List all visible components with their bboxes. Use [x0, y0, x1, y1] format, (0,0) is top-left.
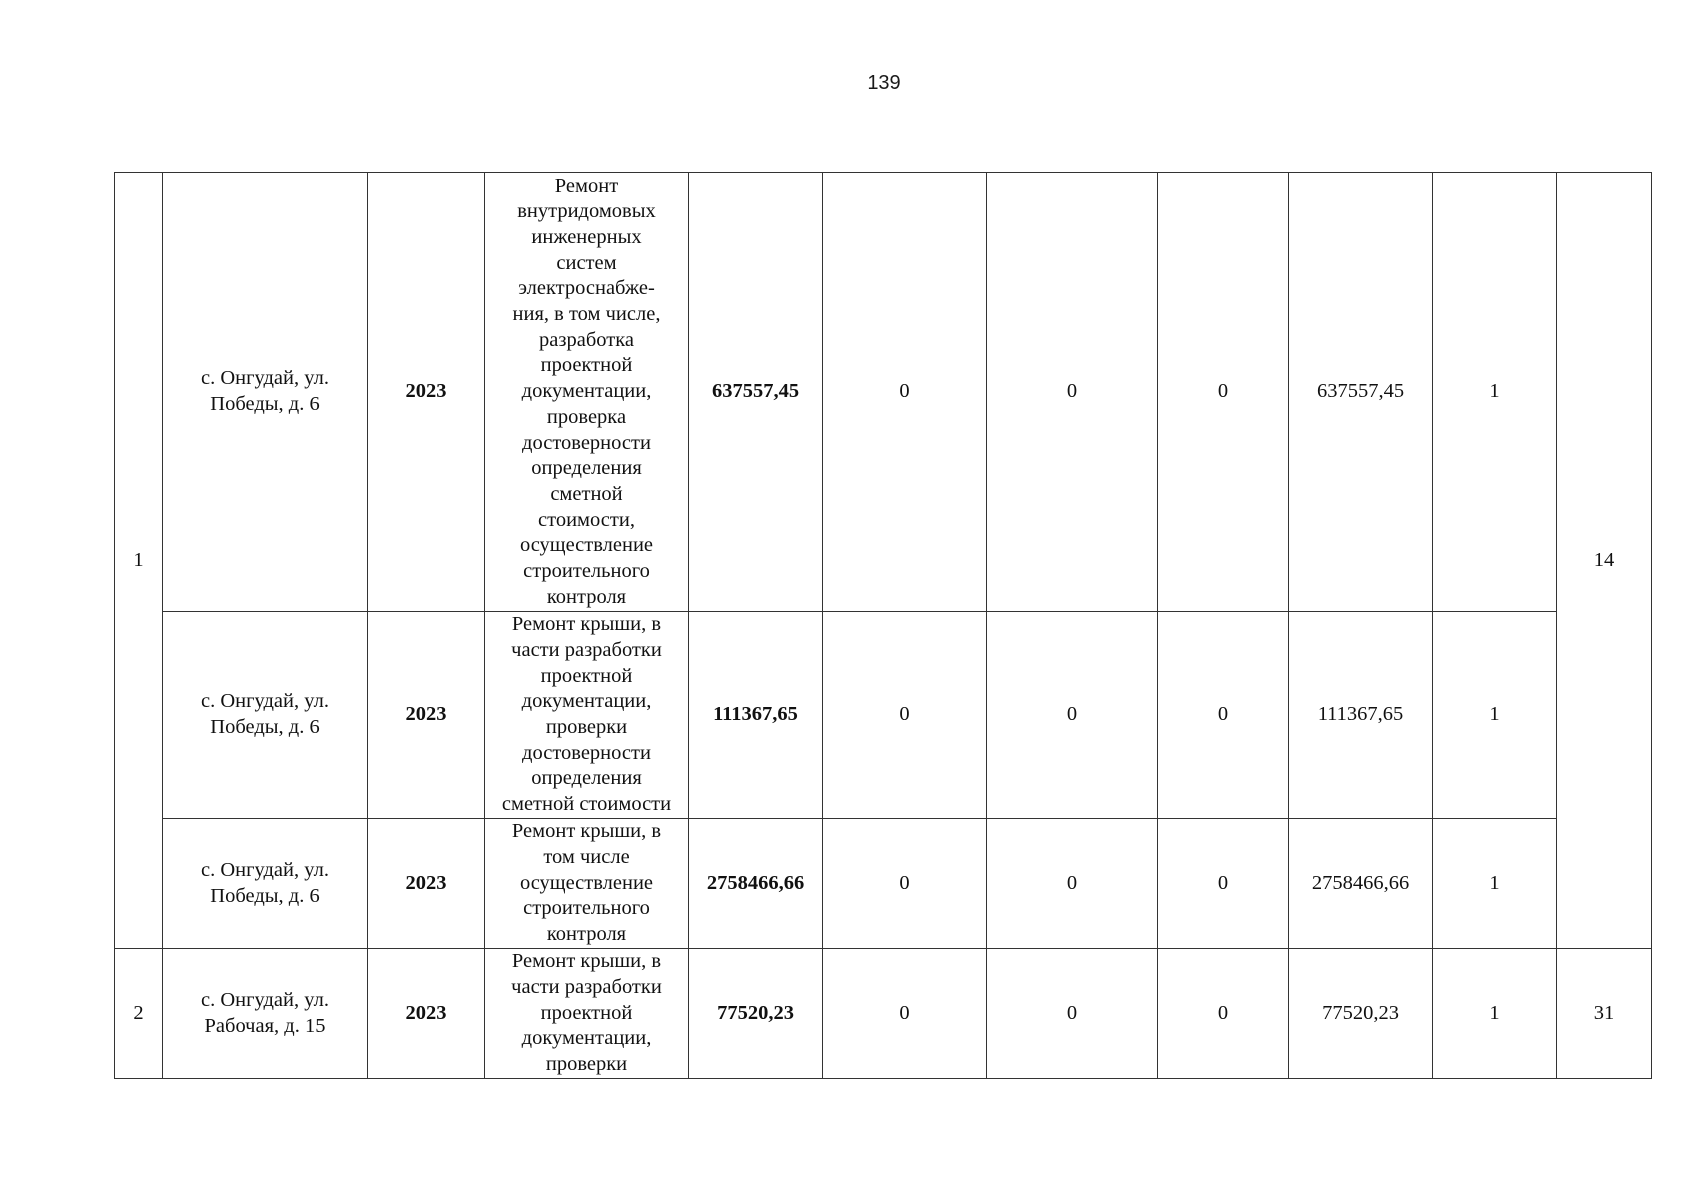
work-description-line: Ремонт: [554, 174, 619, 197]
total-cost-cell: 637557,45: [689, 173, 823, 612]
work-description-line: достоверности: [522, 431, 651, 454]
count-cell: 1: [1433, 949, 1557, 1079]
work-description-line: проверка: [546, 405, 627, 428]
funding-cell: 0: [1158, 612, 1289, 819]
work-description-line: строительного: [523, 560, 650, 583]
work-description-line: Ремонт крыши, в: [511, 613, 662, 636]
work-description-line: определения: [531, 767, 642, 790]
work-description-line: ния, в том числе,: [512, 303, 661, 326]
work-description-line: документации,: [521, 690, 652, 713]
total-cost-cell: 77520,23: [689, 949, 823, 1079]
funding-cell: 111367,65: [1289, 612, 1433, 819]
work-type-cell: [485, 819, 689, 949]
work-description-line: сметной стоимости: [501, 793, 672, 816]
work-description-line: внутридомовых: [517, 200, 656, 223]
work-description-line: контроля: [546, 585, 627, 608]
work-description-line: осуществление: [519, 871, 654, 894]
last-column-cell: 14: [1557, 173, 1652, 949]
work-type-cell: [485, 949, 689, 1079]
work-description-line: проектной: [540, 354, 633, 377]
funding-cell: 0: [987, 612, 1158, 819]
funding-cell: 0: [1158, 949, 1289, 1079]
work-description-line: части разработки: [511, 975, 662, 998]
funding-cell: 637557,45: [1289, 173, 1433, 612]
funding-cell: 2758466,66: [1289, 819, 1433, 949]
work-description-line: систем: [556, 251, 617, 274]
address-cell: с. Онгудай, ул. Рабочая, д. 15: [163, 949, 368, 1079]
count-cell: 1: [1433, 612, 1557, 819]
table-row: [115, 949, 1652, 1079]
count-cell: 1: [1433, 173, 1557, 612]
table-row: [115, 612, 1652, 819]
work-description-line: определения: [531, 457, 642, 480]
work-description-line: достоверности: [522, 741, 651, 764]
year-cell: 2023: [368, 612, 485, 819]
table-row: [115, 819, 1652, 949]
work-description-line: проверки: [545, 1053, 628, 1076]
funding-cell: 0: [823, 949, 987, 1079]
address-cell: с. Онгудай, ул. Победы, д. 6: [163, 612, 368, 819]
page-number: 139: [867, 72, 901, 94]
capital-repair-table: [114, 172, 1652, 1079]
funding-cell: 0: [1158, 819, 1289, 949]
address-cell: с. Онгудай, ул. Победы, д. 6: [163, 173, 368, 612]
table-row: [115, 173, 1652, 612]
funding-cell: 0: [987, 819, 1158, 949]
work-description-line: строительного: [523, 897, 650, 920]
work-description-line: разработка: [539, 328, 634, 351]
address-cell: с. Онгудай, ул. Победы, д. 6: [163, 819, 368, 949]
year-cell: 2023: [368, 949, 485, 1079]
funding-cell: 0: [823, 819, 987, 949]
funding-cell: 0: [1158, 173, 1289, 612]
work-description-line: Ремонт крыши, в: [511, 820, 662, 843]
funding-cell: 0: [823, 173, 987, 612]
work-description-line: инженерных: [531, 225, 642, 248]
funding-cell: 0: [987, 173, 1158, 612]
total-cost-cell: 2758466,66: [689, 819, 823, 949]
work-description-line: проектной: [540, 664, 633, 687]
funding-cell: 0: [823, 612, 987, 819]
row-number-cell: 1: [115, 173, 163, 949]
work-description-line: Ремонт крыши, в: [511, 950, 662, 973]
total-cost-cell: 111367,65: [689, 612, 823, 819]
work-description-line: проверки: [545, 716, 628, 738]
funding-cell: 77520,23: [1289, 949, 1433, 1079]
year-cell: 2023: [368, 819, 485, 949]
work-description-line: стоимости,: [538, 508, 635, 531]
work-description-line: сметной: [550, 482, 623, 505]
work-description-line: электроснабже-: [518, 277, 655, 300]
work-description-line: документации,: [521, 1027, 652, 1050]
last-column-cell: 31: [1557, 949, 1652, 1079]
work-description-line: документации,: [521, 380, 652, 403]
work-type-cell: [485, 173, 689, 612]
work-type-cell: [485, 612, 689, 819]
work-description-line: части разработки: [511, 638, 662, 661]
work-description-line: том числе: [543, 845, 630, 868]
work-description-line: проектной: [540, 1001, 633, 1024]
row-number-cell: 2: [115, 949, 163, 1079]
work-description-line: контроля: [546, 923, 627, 946]
year-cell: 2023: [368, 173, 485, 612]
count-cell: 1: [1433, 819, 1557, 949]
work-description-line: осуществление: [519, 534, 654, 557]
funding-cell: 0: [987, 949, 1158, 1079]
